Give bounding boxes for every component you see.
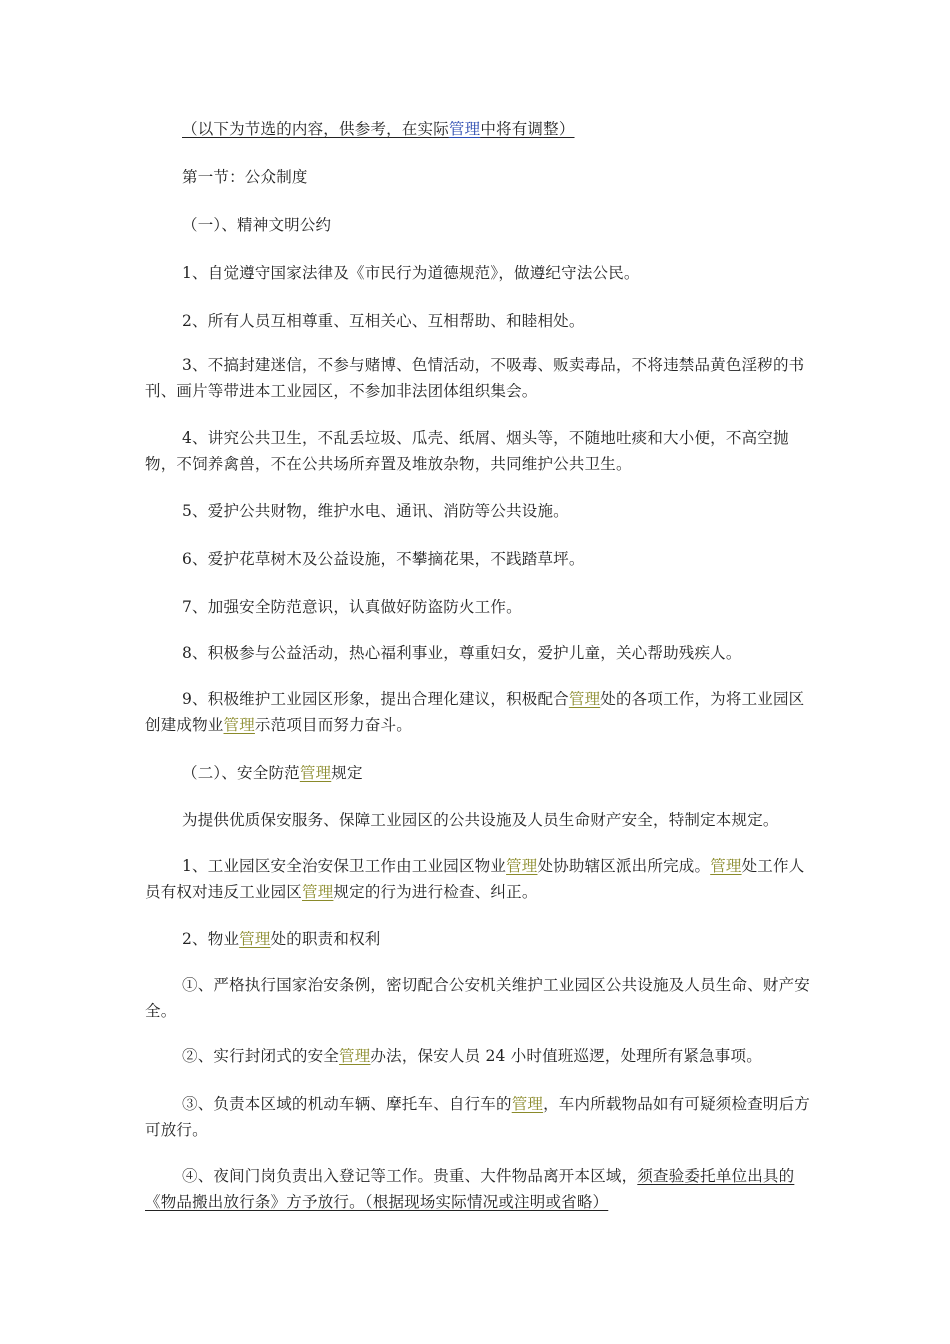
paragraph: 7、加强安全防范意识，认真做好防盗防火工作。 (182, 598, 522, 616)
management-link[interactable]: 管理 (710, 857, 742, 875)
subsection-title: （二）、安全防范管理规定 (182, 764, 363, 782)
paragraph: 8、积极参与公益活动，热心福利事业，尊重妇女，爱护儿童，关心帮助残疾人。 (182, 644, 742, 662)
management-link[interactable]: 管理 (239, 930, 271, 948)
intro-note-text: （以下为节选的内容，供参考，在实际管理中将有调整） (182, 120, 575, 138)
paragraph: 9、积极维护工业园区形象，提出合理化建议，积极配合管理处的各项工作，为将工业园区创建成物业管理示范项目而努力奋斗。 (145, 690, 805, 734)
management-link[interactable]: 管理 (448, 120, 481, 138)
subsection-title: （一）、精神文明公约 (182, 216, 332, 234)
management-link[interactable]: 管理 (511, 1095, 544, 1113)
management-link[interactable]: 管理 (299, 764, 332, 782)
paragraph: ①、严格执行国家治安条例，密切配合公安机关维护工业园区公共设施及人员生命、财产安全。 (145, 976, 811, 1020)
paragraph: 2、物业管理处的职责和权利 (182, 930, 381, 948)
management-link[interactable]: 管理 (506, 857, 538, 875)
paragraph: 为提供优质保安服务、保障工业园区的公共设施及人员生命财产安全，特制定本规定。 (182, 811, 779, 829)
intro-note (145, 116, 810, 142)
paragraph: 2、所有人员互相尊重、互相关心、互相帮助、和睦相处。 (182, 312, 585, 330)
paragraph: 4、讲究公共卫生，不乱丢垃圾、瓜壳、纸屑、烟头等，不随地吐痰和大小便，不高空抛物，不饲养禽兽，不在公共场所弃置及堆放杂物，共同维护公共卫生。 (145, 429, 789, 473)
management-link[interactable]: 管理 (568, 690, 601, 708)
management-link[interactable]: 管理 (339, 1047, 371, 1065)
paragraph: 5、爱护公共财物，维护水电、通讯、消防等公共设施。 (182, 502, 569, 520)
management-link[interactable]: 管理 (302, 883, 334, 901)
paragraph: ④、夜间门岗负责出入登记等工作。贵重、大件物品离开本区域，须查验委托单位出具的《物品搬出放行条》方予放行。（根据现场实际情况或注明或省略） (145, 1167, 795, 1211)
paragraph: 6、爱护花草树木及公益设施，不攀摘花果，不践踏草坪。 (182, 550, 585, 568)
underlined-note: 须查验委托单位出具的《物品搬出放行条》方予放行。（根据现场实际情况或注明或省略） (145, 1167, 795, 1211)
paragraph: ②、实行封闭式的安全管理办法，保安人员 24 小时值班巡逻，处理所有紧急事项。 (182, 1047, 762, 1065)
management-link[interactable]: 管理 (223, 716, 255, 734)
paragraph: 1、工业园区安全治安保卫工作由工业园区物业管理处协助辖区派出所完成。管理处工作人员有权对违反工业园区管理规定的行为进行检查、纠正。 (145, 857, 805, 901)
paragraph: 1、自觉遵守国家法律及《市民行为道德规范》，做遵纪守法公民。 (182, 264, 640, 282)
paragraph: 3、不搞封建迷信，不参与赌博、色情活动，不吸毒、贩卖毒品，不将违禁品黄色淫秽的书刊、画片等带进本工业园区，不参加非法团体组织集会。 (145, 356, 805, 400)
section-title: 第一节：公众制度 (182, 168, 308, 186)
paragraph: ③、负责本区域的机动车辆、摩托车、自行车的管理，车内所载物品如有可疑须检查明后方可放行。 (145, 1095, 811, 1139)
